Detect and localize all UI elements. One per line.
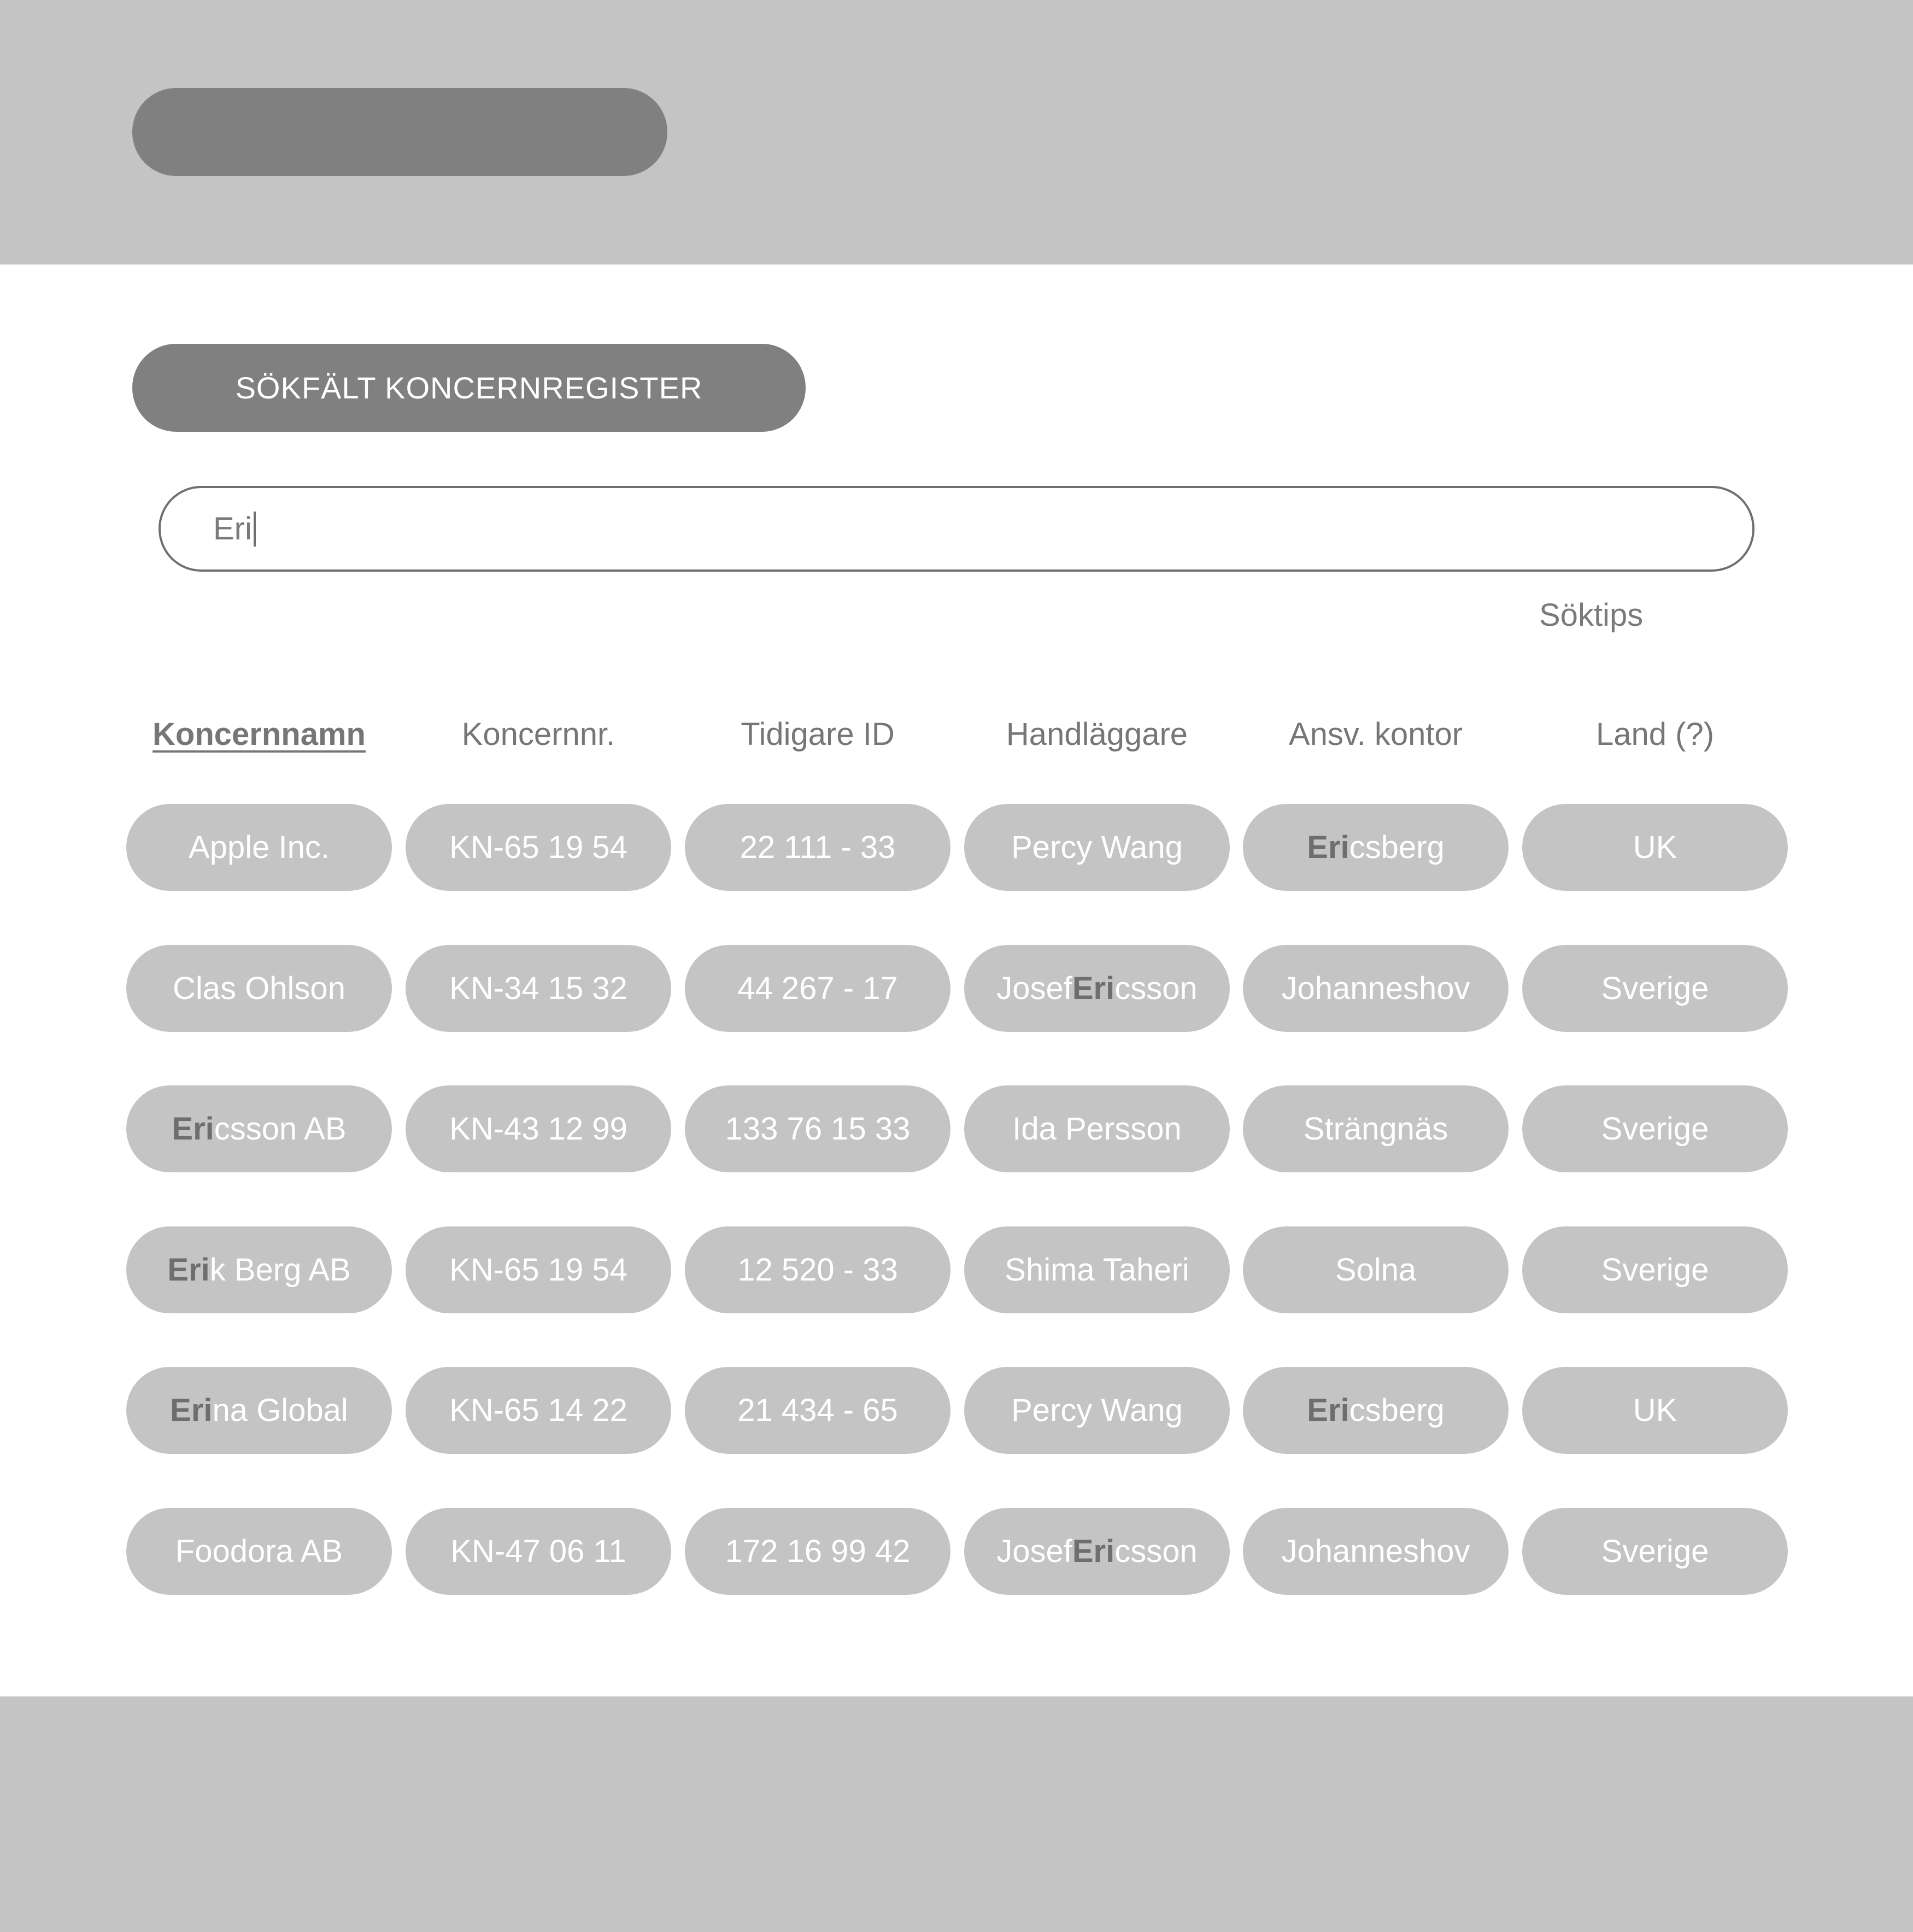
cell-handlaggare[interactable]: Percy Wang xyxy=(964,1367,1230,1454)
header-koncernnamn[interactable]: Koncernnamn xyxy=(152,716,366,752)
footer-bar xyxy=(0,1696,1913,1932)
header-koncernnr[interactable]: Koncernnr. xyxy=(461,716,615,752)
cell-koncernnamn[interactable]: Apple Inc. xyxy=(126,804,392,891)
cell-koncernnr[interactable]: KN-47 06 11 xyxy=(406,1508,671,1595)
cell-land[interactable]: UK xyxy=(1522,804,1788,891)
cell-koncernnamn[interactable]: Foodora AB xyxy=(126,1508,392,1595)
cell-handlaggare[interactable]: Josef Eri csson xyxy=(964,945,1230,1032)
cell-ansv-kontor[interactable]: Johanneshov xyxy=(1243,1508,1509,1595)
search-input[interactable] xyxy=(159,486,1754,572)
cell-koncernnamn[interactable]: Clas Ohlson xyxy=(126,945,392,1032)
cell-ansv-kontor[interactable]: Strängnäs xyxy=(1243,1085,1509,1172)
cell-tidigare-id[interactable]: 133 76 15 33 xyxy=(685,1085,950,1172)
text-caret xyxy=(254,512,256,547)
search-input-value: Eri xyxy=(213,511,252,547)
cell-koncernnamn[interactable]: Eri csson AB xyxy=(126,1085,392,1172)
search-match-highlight: Eri xyxy=(1307,830,1349,865)
search-match-highlight: Eri xyxy=(1307,1393,1349,1428)
cell-ansv-kontor[interactable]: Solna xyxy=(1243,1226,1509,1313)
cell-koncernnamn[interactable]: Eri k Berg AB xyxy=(126,1226,392,1313)
cell-handlaggare[interactable]: Shima Taheri xyxy=(964,1226,1230,1313)
search-match-highlight: Eri xyxy=(172,1111,214,1147)
search-match-highlight: Eri xyxy=(1072,971,1115,1006)
search-match-highlight: Eri xyxy=(167,1252,210,1288)
cell-ansv-kontor[interactable]: Eri csberg xyxy=(1243,804,1509,891)
cell-tidigare-id[interactable]: 44 267 - 17 xyxy=(685,945,950,1032)
cell-handlaggare[interactable]: Percy Wang xyxy=(964,804,1230,891)
cell-tidigare-id[interactable]: 22 111 - 33 xyxy=(685,804,950,891)
cell-koncernnamn[interactable]: Eri na Global xyxy=(126,1367,392,1454)
header-tidigare-id[interactable]: Tidigare ID xyxy=(741,716,895,752)
cell-tidigare-id[interactable]: 172 16 99 42 xyxy=(685,1508,950,1595)
cell-koncernnr[interactable]: KN-34 15 32 xyxy=(406,945,671,1032)
cell-land[interactable]: Sverige xyxy=(1522,1085,1788,1172)
cell-land[interactable]: Sverige xyxy=(1522,1226,1788,1313)
cell-koncernnr[interactable]: KN-65 14 22 xyxy=(406,1367,671,1454)
cell-tidigare-id[interactable]: 12 520 - 33 xyxy=(685,1226,950,1313)
cell-handlaggare[interactable]: Josef Eri csson xyxy=(964,1508,1230,1595)
header-handlaggare[interactable]: Handläggare xyxy=(1006,716,1188,752)
header-ansv-kontor[interactable]: Ansv. kontor xyxy=(1288,716,1463,752)
cell-ansv-kontor[interactable]: Eri csberg xyxy=(1243,1367,1509,1454)
cell-koncernnr[interactable]: KN-65 19 54 xyxy=(406,804,671,891)
cell-tidigare-id[interactable]: 21 434 - 65 xyxy=(685,1367,950,1454)
search-match-highlight: Eri xyxy=(1072,1534,1115,1569)
cell-handlaggare[interactable]: Ida Persson xyxy=(964,1085,1230,1172)
cell-land[interactable]: Sverige xyxy=(1522,1508,1788,1595)
cell-ansv-kontor[interactable]: Johanneshov xyxy=(1243,945,1509,1032)
cell-land[interactable]: Sverige xyxy=(1522,945,1788,1032)
cell-land[interactable]: UK xyxy=(1522,1367,1788,1454)
register-title-button[interactable]: SÖKFÄLT KONCERNREGISTER xyxy=(132,344,806,432)
cell-koncernnr[interactable]: KN-65 19 54 xyxy=(406,1226,671,1313)
header-land[interactable]: Land (?) xyxy=(1595,716,1715,752)
cell-koncernnr[interactable]: KN-43 12 99 xyxy=(406,1085,671,1172)
logo-placeholder[interactable] xyxy=(132,88,667,176)
search-tips-link[interactable]: Söktips xyxy=(1539,597,1644,633)
search-match-highlight: Eri xyxy=(170,1393,213,1428)
